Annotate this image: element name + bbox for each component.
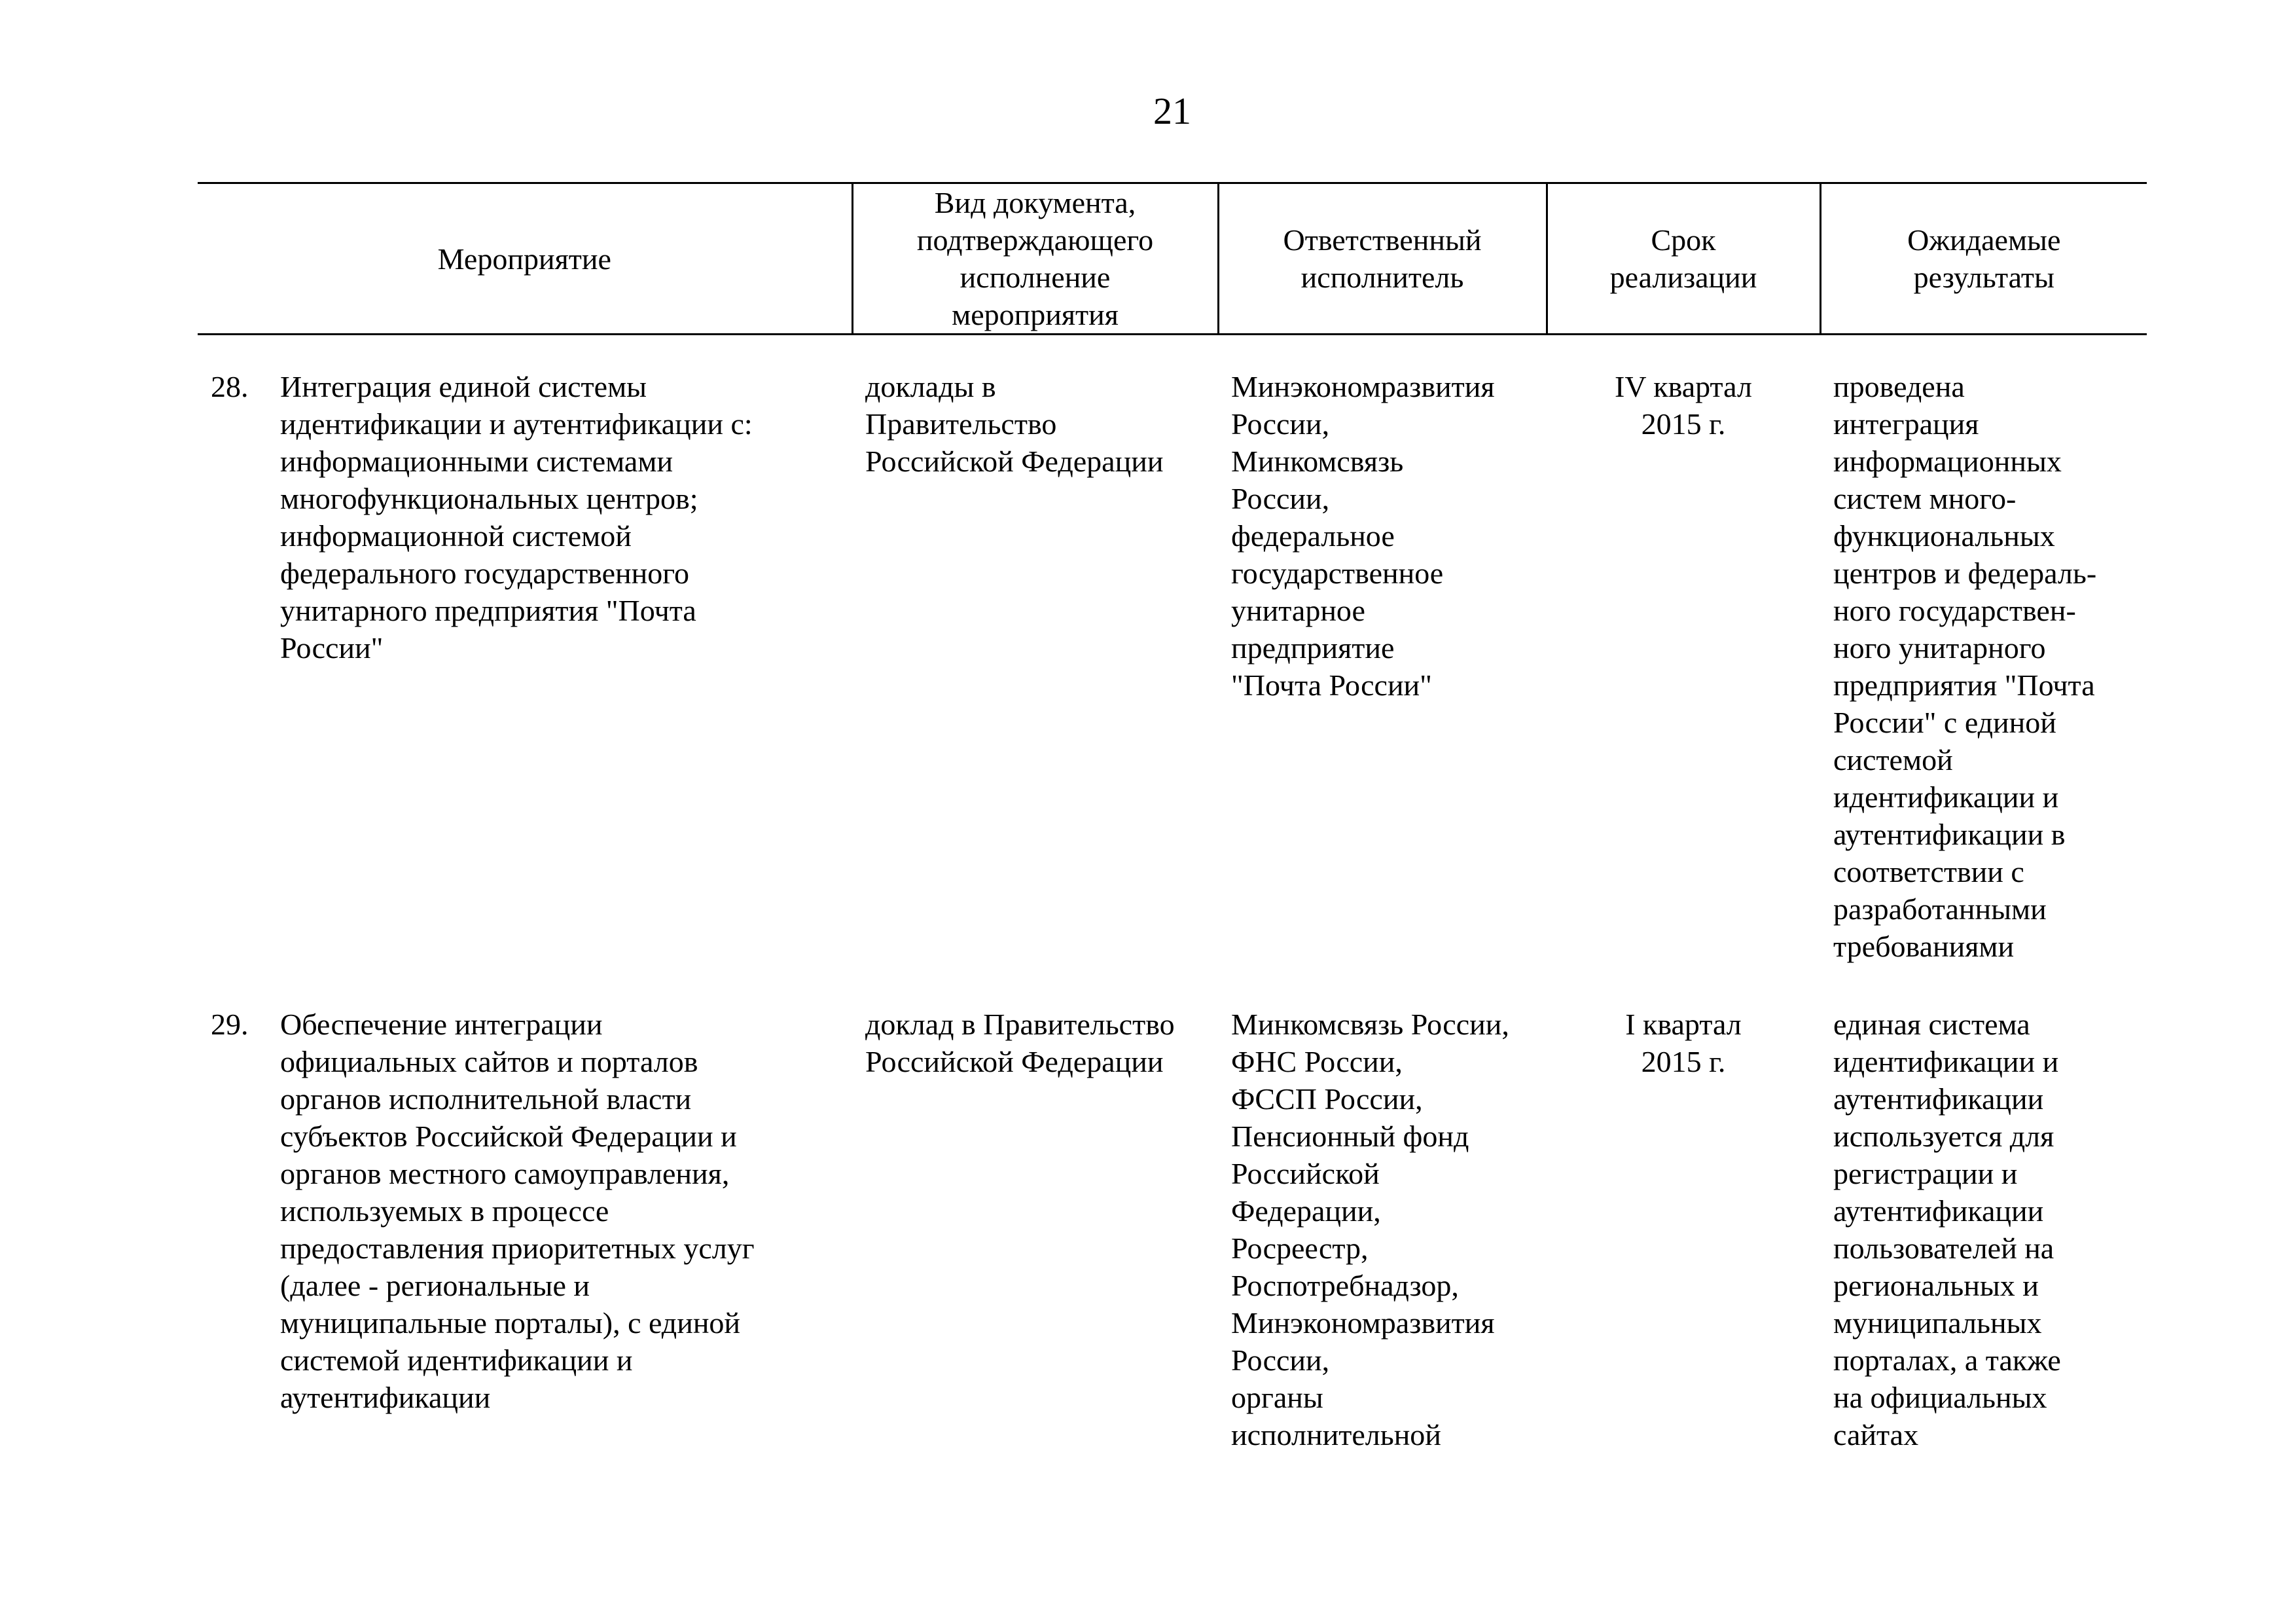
- cell-term: [1547, 335, 1820, 966]
- text-line: ФНС России,: [1231, 1045, 1403, 1078]
- text-line: единая система: [1833, 1008, 2030, 1041]
- header-event-label: Мероприятие: [437, 242, 611, 276]
- text-line: федеральное: [1231, 519, 1395, 553]
- text-line: проведена: [1833, 370, 1965, 403]
- table-header-row: [198, 183, 2147, 335]
- text-line: на официальных: [1833, 1381, 2047, 1414]
- text-line: системой идентификации и: [280, 1343, 633, 1377]
- text-line: Пенсионный фонд: [1231, 1120, 1469, 1153]
- text-line: органов исполнительной власти: [280, 1082, 692, 1116]
- header-line: Срок: [1651, 223, 1716, 257]
- text-line: унитарного предприятия "Почта: [280, 594, 696, 627]
- text-line: центров и федераль-: [1833, 556, 2097, 590]
- text-line: информационных: [1833, 445, 2062, 478]
- text-line: сайтах: [1833, 1418, 1919, 1451]
- text-line: системой: [1833, 743, 1953, 776]
- text-line: органов местного самоуправления,: [280, 1157, 730, 1190]
- text-line: систем много-: [1833, 482, 2017, 515]
- cell-results: [1820, 335, 2147, 966]
- event-text: [280, 368, 852, 666]
- header-line: исполнитель: [1300, 261, 1464, 294]
- table-row: [198, 335, 2147, 966]
- text-line: ФССП России,: [1231, 1082, 1423, 1116]
- text-line: государственное: [1231, 556, 1444, 590]
- header-term: [1547, 183, 1820, 335]
- text-line: 2015 г.: [1641, 407, 1726, 441]
- text-line: Федерации,: [1231, 1194, 1381, 1228]
- cell-term: [1547, 965, 1820, 1453]
- text-line: требованиями: [1833, 930, 2015, 963]
- event-text: [280, 1006, 852, 1416]
- cell-responsible: [1218, 965, 1547, 1453]
- text-line: разработанными: [1833, 892, 2047, 926]
- text-line: IV квартал: [1615, 370, 1752, 403]
- cell-document: [852, 965, 1218, 1453]
- text-line: аутентификации в: [1833, 818, 2066, 851]
- measures-table: [198, 182, 2147, 1453]
- text-line: идентификации и аутентификации с:: [280, 407, 753, 441]
- text-line: идентификации и: [1833, 1045, 2059, 1078]
- header-line: Ответственный: [1283, 223, 1482, 257]
- text-line: России,: [1231, 407, 1330, 441]
- text-line: органы: [1231, 1381, 1323, 1414]
- text-line: Российской: [1231, 1157, 1380, 1190]
- text-line: доклады в: [865, 370, 996, 403]
- text-line: регистрации и: [1833, 1157, 2018, 1190]
- header-line: Ожидаемые: [1907, 223, 2061, 257]
- header-results: [1820, 183, 2147, 335]
- cell-responsible: [1218, 335, 1547, 966]
- text-line: многофункциональных центров;: [280, 482, 698, 515]
- text-line: пользователей на: [1833, 1231, 2054, 1265]
- text-line: России,: [1231, 482, 1330, 515]
- header-responsible: [1218, 183, 1547, 335]
- text-line: 2015 г.: [1641, 1045, 1726, 1078]
- text-line: предприятие: [1231, 631, 1395, 665]
- header-document: [852, 183, 1218, 335]
- text-line: унитарное: [1231, 594, 1365, 627]
- text-line: предоставления приоритетных услуг: [280, 1231, 755, 1265]
- header-line: реализации: [1609, 261, 1757, 294]
- text-line: используется для: [1833, 1120, 2054, 1153]
- text-line: аутентификации: [1833, 1082, 2044, 1116]
- text-line: федерального государственного: [280, 556, 689, 590]
- text-line: используемых в процессе: [280, 1194, 609, 1228]
- text-line: исполнительной: [1231, 1418, 1441, 1451]
- header-line: исполнение: [960, 261, 1111, 294]
- text-line: Интеграция единой системы: [280, 370, 647, 403]
- text-line: Российской Федерации: [865, 1045, 1164, 1078]
- text-line: порталах, а также: [1833, 1343, 2061, 1377]
- header-line: результаты: [1913, 261, 2054, 294]
- text-line: официальных сайтов и порталов: [280, 1045, 698, 1078]
- text-line: функциональных: [1833, 519, 2055, 553]
- text-line: России": [280, 631, 384, 665]
- text-line: информационными системами: [280, 445, 673, 478]
- header-line: Вид документа,: [934, 186, 1136, 219]
- header-line: мероприятия: [952, 298, 1119, 331]
- text-line: России,: [1231, 1343, 1330, 1377]
- cell-document: [852, 335, 1218, 966]
- text-line: доклад в Правительство: [865, 1008, 1175, 1041]
- text-line: Минкомсвязь России,: [1231, 1008, 1509, 1041]
- page-number: 21: [1153, 90, 1191, 132]
- text-line: региональных и: [1833, 1269, 2039, 1302]
- table-row: [198, 965, 2147, 1453]
- text-line: Обеспечение интеграции: [280, 1008, 603, 1041]
- text-line: России" с единой: [1833, 706, 2056, 739]
- text-line: Правительство: [865, 407, 1057, 441]
- header-event: [198, 183, 852, 335]
- text-line: ного унитарного: [1833, 631, 2046, 665]
- text-line: ного государствен-: [1833, 594, 2076, 627]
- text-line: соответствии с: [1833, 855, 2024, 888]
- text-line: I квартал: [1625, 1008, 1742, 1041]
- text-line: аутентификации: [1833, 1194, 2044, 1228]
- row-number: 29.: [211, 1008, 249, 1041]
- text-line: "Почта России": [1231, 668, 1432, 702]
- text-line: Минэкономразвития: [1231, 370, 1495, 403]
- text-line: (далее - региональные и: [280, 1269, 590, 1302]
- text-line: предприятия "Почта: [1833, 668, 2095, 702]
- text-line: идентификации и: [1833, 780, 2059, 814]
- text-line: муниципальных: [1833, 1306, 2042, 1340]
- text-line: муниципальные порталы), с единой: [280, 1306, 741, 1340]
- text-line: субъектов Российской Федерации и: [280, 1120, 737, 1153]
- text-line: интеграция: [1833, 407, 1979, 441]
- header-line: подтверждающего: [916, 223, 1154, 257]
- text-line: Российской Федерации: [865, 445, 1164, 478]
- measures-table-container: [198, 182, 2147, 1453]
- text-line: Минэкономразвития: [1231, 1306, 1495, 1340]
- row-number: 28.: [211, 370, 249, 403]
- cell-event: [198, 335, 852, 966]
- text-line: Роспотребнадзор,: [1231, 1269, 1459, 1302]
- text-line: Минкомсвязь: [1231, 445, 1404, 478]
- text-line: аутентификации: [280, 1381, 491, 1414]
- cell-results: [1820, 965, 2147, 1453]
- cell-event: [198, 965, 852, 1453]
- text-line: информационной системой: [280, 519, 632, 553]
- text-line: Росреестр,: [1231, 1231, 1369, 1265]
